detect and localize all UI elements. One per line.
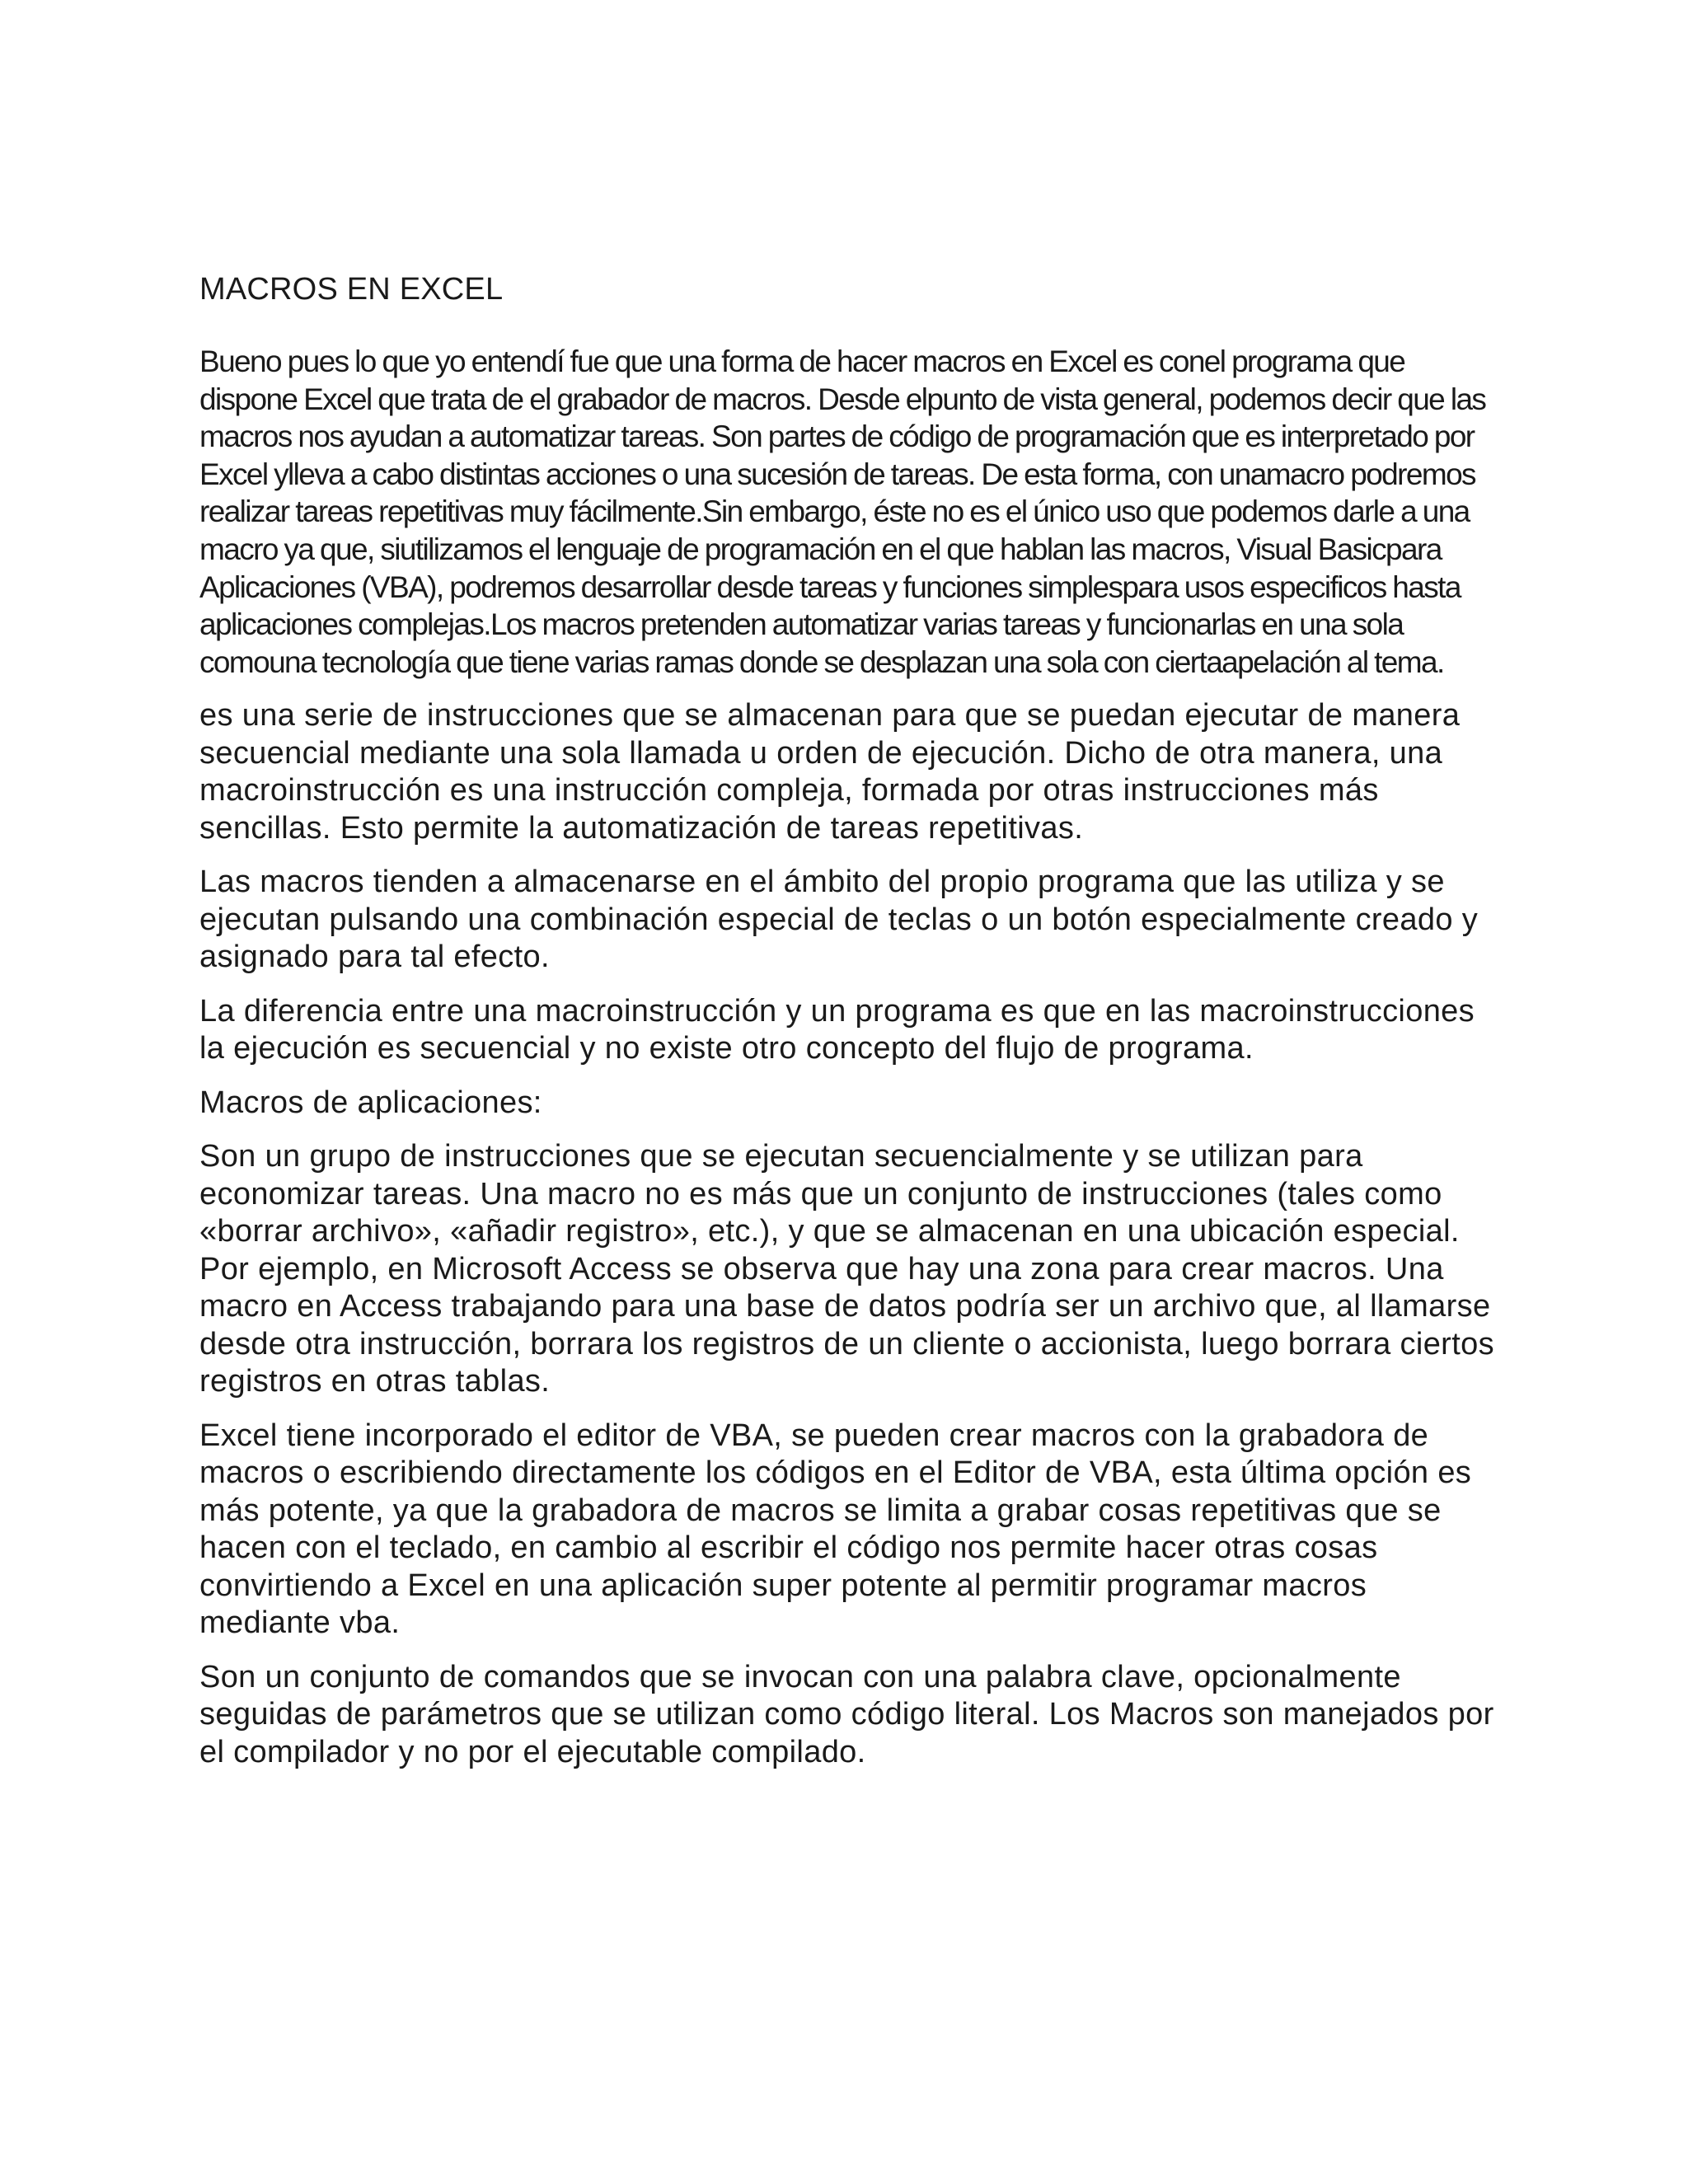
document-title: MACROS EN EXCEL: [199, 272, 504, 307]
paragraph-commands: Son un conjunto de comandos que se invocan con una palabra clave, opcionalmente seguidas de parámetros que se utilizan como código literal. Los Macros son manejados por el compilador y no por el ejecutable compilado.: [199, 1659, 1494, 1769]
paragraph-instruction-group: Son un grupo de instrucciones que se ejecutan secuencialmente y se utilizan para economizar tareas. Una macro no es más que un conjunto de instrucciones (tales como «borrar archivo», «añadir registro», etc.), y que se almacenan en una ubicación especial. Por ejemplo, en Microsoft Access se observa que hay una zona para crear macros. Una macro en Access trabajando para una base de datos podría ser un archivo que, al llamarse desde otra instrucción, borrara los registros de un cliente o accionista, luego borrara ciertos registros en otras tablas.: [199, 1139, 1494, 1399]
document-page: [199, 270, 1502, 1788]
paragraph-definition: es una serie de instrucciones que se almacenan para que se puedan ejecutar de manera secuencial mediante una sola llamada u orden de ejecución. Dicho de otra manera, una macroinstrucción es una instrucción compleja, formada por otras instrucciones más sencillas. Esto permite la automatización de tareas repetitivas.: [199, 698, 1461, 846]
paragraph-intro: Bueno pues lo que yo entendí fue que una forma de hacer macros en Excel es conel programa que dispone Excel que trata de el grabador de macros. Desde elpunto de vista general, podemos decir que las macros nos ayudan a automatizar tareas. Son partes de código de programación que es interpretado por Excel ylleva a cabo distintas acciones o una sucesión de tareas. De esta forma, con unamacro podremos realizar tareas repetitivas muy fácilmente.Sin embargo, éste no es el único uso que podemos darle a una macro ya que, siutilizamos el lenguaje de programación en el que hablan las macros, Visual Basicpara Aplicaciones (VBA), podremos desarrollar desde tareas y funciones simplespara usos especificos hasta aplicaciones complejas.Los macros pretenden automatizar varias tareas y funcionarlas en una sola comouna tecnología que tiene varias ramas donde se desplazan una sola con ciertaapelación al tema.: [199, 344, 1486, 679]
section-heading-macros-aplicaciones: Macros de aplicaciones:: [199, 1085, 542, 1120]
paragraph-vba-editor: Excel tiene incorporado el editor de VBA, se pueden crear macros con la grabadora de macros o escribiendo directamente los códigos en el Editor de VBA, esta última opción es más potente, ya que la grabadora de macros se limita a grabar cosas repetitivas que se hacen con el teclado, en cambio al escribir el código nos permite hacer otras cosas convirtiendo a Excel en una aplicación super potente al permitir programar macros mediante vba.: [199, 1418, 1472, 1641]
paragraph-storage: Las macros tienden a almacenarse en el ámbito del propio programa que las utiliza y se ejecutan pulsando una combinación especial de teclas o un botón especialmente creado y asignado para tal efecto.: [199, 865, 1479, 975]
paragraph-difference: La diferencia entre una macroinstrucción y un programa es que en las macroinstrucciones la ejecución es secuencial y no existe otro concepto del flujo de programa.: [199, 993, 1475, 1066]
